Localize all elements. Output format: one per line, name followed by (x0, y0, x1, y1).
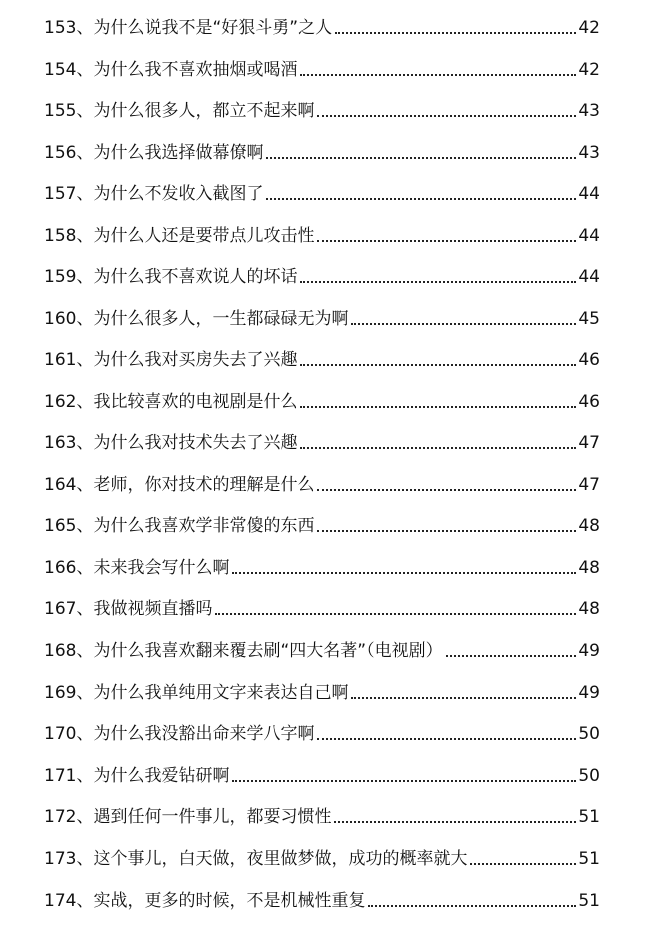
toc-entry[interactable] (44, 881, 600, 911)
dot-leader (368, 905, 576, 907)
entry-page-number: 51 (578, 807, 600, 827)
entry-number: 156、 (44, 143, 94, 163)
entry-page-number: 46 (578, 350, 600, 370)
dot-leader (317, 738, 576, 740)
toc-entry[interactable] (44, 548, 600, 578)
entry-page-number: 47 (578, 433, 600, 453)
entry-number: 160、 (44, 309, 94, 329)
toc-entry[interactable] (44, 8, 600, 38)
entry-number: 157、 (44, 184, 94, 204)
entry-title: 为什么我喜欢翻来覆去刷“四大名著”（电视剧） (93, 641, 443, 661)
entry-page-number: 42 (578, 60, 600, 80)
entry-title: 为什么人还是要带点儿攻击性 (93, 226, 315, 246)
entry-page-number: 48 (578, 599, 600, 619)
entry-number: 154、 (44, 60, 94, 80)
entry-page-number: 43 (578, 143, 600, 163)
dot-leader (351, 323, 576, 325)
entry-title: 为什么我对买房失去了兴趣 (93, 350, 298, 370)
toc-entry[interactable] (44, 465, 600, 495)
entry-page-number: 49 (578, 683, 600, 703)
entry-number: 174、 (44, 891, 94, 911)
dot-leader (317, 530, 576, 532)
entry-number: 158、 (44, 226, 94, 246)
entry-title: 遇到任何一件事儿，都要习惯性 (93, 807, 332, 827)
toc-entry[interactable] (44, 423, 600, 453)
toc-entry[interactable] (44, 133, 600, 163)
dot-leader (300, 406, 576, 408)
entry-title: 为什么不发收入截图了 (93, 184, 264, 204)
entry-number: 164、 (44, 475, 94, 495)
entry-title: 为什么我不喜欢说人的坏话 (93, 267, 298, 287)
toc-entry[interactable] (44, 631, 600, 661)
dot-leader (232, 572, 576, 574)
entry-number: 169、 (44, 683, 94, 703)
toc-entry[interactable] (44, 216, 600, 246)
entry-number: 155、 (44, 101, 94, 121)
dot-leader (232, 780, 576, 782)
dot-leader (446, 655, 577, 657)
entry-page-number: 44 (578, 267, 600, 287)
toc-entry[interactable] (44, 50, 600, 80)
entry-title: 为什么说我不是“好狠斗勇”之人 (93, 18, 333, 38)
dot-leader (266, 198, 576, 200)
entry-title: 为什么我单纯用文字来表达自己啊 (93, 683, 349, 703)
entry-title: 我做视频直播吗 (93, 599, 213, 619)
dot-leader (335, 32, 576, 34)
entry-page-number: 51 (578, 849, 600, 869)
entry-page-number: 45 (578, 309, 600, 329)
entry-number: 168、 (44, 641, 94, 661)
entry-page-number: 50 (578, 766, 600, 786)
dot-leader (351, 697, 576, 699)
entry-page-number: 44 (578, 184, 600, 204)
toc-entry[interactable] (44, 673, 600, 703)
toc-entry[interactable] (44, 506, 600, 536)
entry-page-number: 49 (578, 641, 600, 661)
dot-leader (215, 613, 576, 615)
entry-number: 171、 (44, 766, 94, 786)
entry-number: 170、 (44, 724, 94, 744)
entry-number: 161、 (44, 350, 94, 370)
toc-entry[interactable] (44, 756, 600, 786)
entry-page-number: 44 (578, 226, 600, 246)
entry-title: 为什么我喜欢学非常傻的东西 (93, 516, 315, 536)
entry-page-number: 43 (578, 101, 600, 121)
dot-leader (300, 447, 576, 449)
entry-title: 为什么我不喜欢抽烟或喝酒 (93, 60, 298, 80)
entry-page-number: 51 (578, 891, 600, 911)
toc-entry[interactable] (44, 589, 600, 619)
entry-page-number: 48 (578, 558, 600, 578)
toc-entry[interactable] (44, 91, 600, 121)
entry-title: 未来我会写什么啊 (93, 558, 230, 578)
toc-entry[interactable] (44, 340, 600, 370)
entry-page-number: 50 (578, 724, 600, 744)
dot-leader (266, 157, 576, 159)
dot-leader (317, 240, 576, 242)
entry-title: 老师，你对技术的理解是什么 (93, 475, 315, 495)
entry-title: 这个事儿，白天做，夜里做梦做，成功的概率就大 (93, 849, 468, 869)
entry-page-number: 48 (578, 516, 600, 536)
dot-leader (300, 364, 576, 366)
entry-title: 为什么很多人，都立不起来啊 (93, 101, 315, 121)
entry-page-number: 47 (578, 475, 600, 495)
toc-entry[interactable] (44, 174, 600, 204)
toc-entry[interactable] (44, 382, 600, 412)
entry-number: 172、 (44, 807, 94, 827)
toc-entry[interactable] (44, 714, 600, 744)
toc-entry[interactable] (44, 839, 600, 869)
toc-entry[interactable] (44, 797, 600, 827)
dot-leader (300, 74, 576, 76)
entry-number: 173、 (44, 849, 94, 869)
entry-number: 167、 (44, 599, 94, 619)
entry-title: 为什么我选择做幕僚啊 (93, 143, 264, 163)
entry-title: 为什么很多人，一生都碌碌无为啊 (93, 309, 349, 329)
entry-page-number: 46 (578, 392, 600, 412)
entry-number: 153、 (44, 18, 94, 38)
entry-number: 165、 (44, 516, 94, 536)
entry-number: 163、 (44, 433, 94, 453)
entry-title: 我比较喜欢的电视剧是什么 (93, 392, 298, 412)
entry-title: 实战，更多的时候，不是机械性重复 (93, 891, 366, 911)
toc-entry[interactable] (44, 299, 600, 329)
toc-entry[interactable] (44, 257, 600, 287)
dot-leader (317, 115, 576, 117)
entry-title: 为什么我没豁出命来学八字啊 (93, 724, 315, 744)
entry-title: 为什么我爱钻研啊 (93, 766, 230, 786)
entry-title: 为什么我对技术失去了兴趣 (93, 433, 298, 453)
dot-leader (300, 281, 576, 283)
entry-number: 159、 (44, 267, 94, 287)
entry-number: 162、 (44, 392, 94, 412)
entry-number: 166、 (44, 558, 94, 578)
entry-page-number: 42 (578, 18, 600, 38)
dot-leader (470, 863, 576, 865)
dot-leader (334, 821, 576, 823)
dot-leader (317, 489, 576, 491)
